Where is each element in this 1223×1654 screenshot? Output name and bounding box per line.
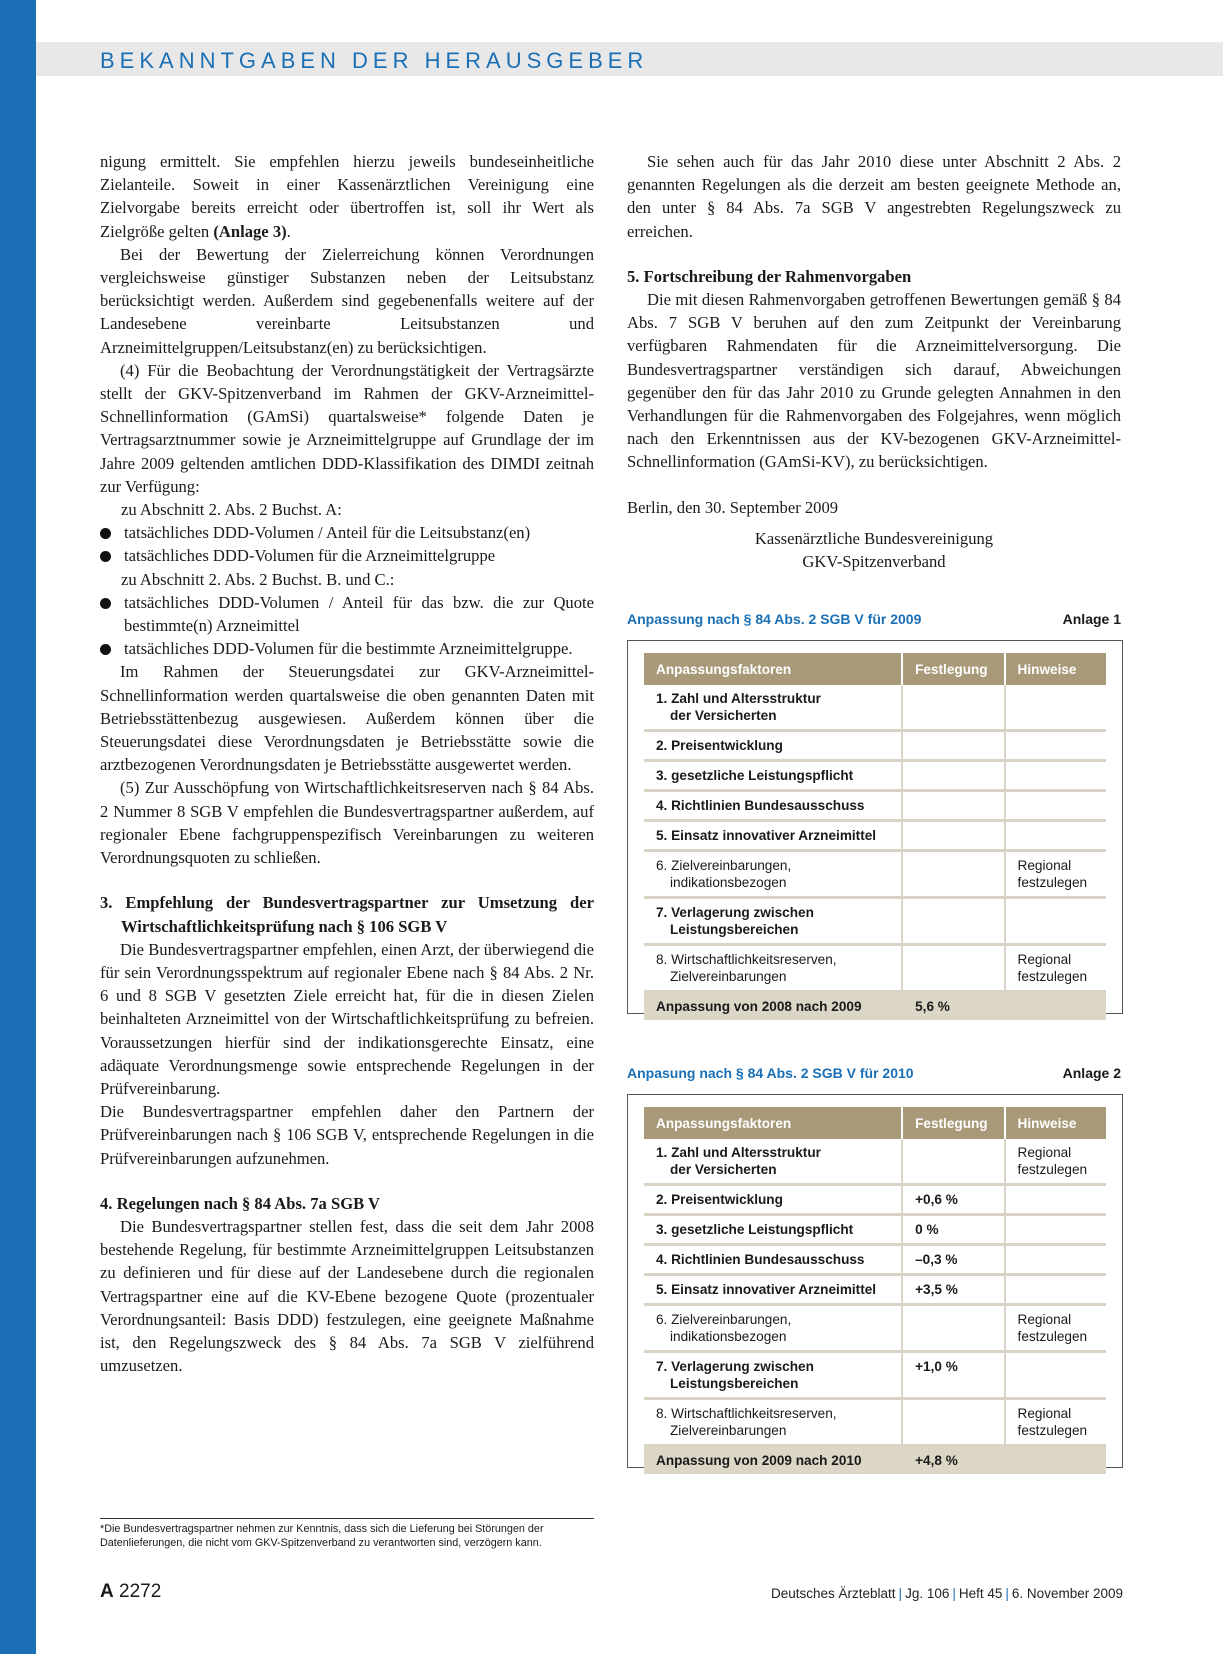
- bullet-icon: [100, 551, 111, 562]
- table-row: [644, 1245, 1106, 1275]
- right-column: [627, 150, 1121, 573]
- value-cell: [902, 685, 1004, 731]
- header-cell: Anpassungsfaktoren: [644, 1107, 902, 1139]
- anlage1-label: Anlage 1: [1062, 611, 1121, 627]
- factor-cell: 4. Richtlinien Bundesausschuss: [644, 791, 902, 821]
- paragraph: nigung ermittelt. Sie empfehlen hierzu jeweils bundeseinheitliche Zielanteile. Soweit in einer Kassenärztlichen Vereinigung eine Zielvorgabe bereits erreicht oder übertroffen ist, soll ihr Wert als Zielgröße gelten (Anlage 3).: [100, 152, 594, 241]
- note-cell: [1005, 1352, 1106, 1399]
- page-number: A 2272: [100, 1581, 162, 1602]
- sub-heading: zu Abschnitt 2. Abs. 2 Buchst. B. und C.:: [121, 569, 395, 589]
- factor-cell: 7. Verlagerung zwischen Leistungsbereichen: [644, 898, 902, 945]
- factor-cell: 6. Zielvereinbarungen, indikationsbezogen: [644, 1305, 902, 1352]
- header-cell: Hinweise: [1005, 653, 1106, 685]
- value-cell: [902, 1139, 1004, 1185]
- header-cell: Festlegung: [902, 1107, 1004, 1139]
- factor-cell: 5. Einsatz innovativer Arzneimittel: [644, 821, 902, 851]
- note-cell: [1005, 821, 1106, 851]
- table-row: [644, 761, 1106, 791]
- table-row: [644, 1399, 1106, 1446]
- anlage1-table: [644, 653, 1106, 1020]
- note-cell: [1005, 761, 1106, 791]
- factor-cell: 8. Wirtschaftlichkeitsreserven, Zielvereinbarungen: [644, 945, 902, 992]
- section-heading-3: 3. Empfehlung der Bundesvertragspartner zur Umsetzung der Wirtschaftlichkeitsprüfung nach § 106 SGB V: [100, 893, 594, 936]
- value-cell: [902, 821, 1004, 851]
- table-row: [644, 821, 1106, 851]
- value-cell: [902, 1305, 1004, 1352]
- value-cell: [902, 731, 1004, 761]
- total-value: 5,6 %: [902, 992, 1004, 1021]
- factor-cell: 4. Richtlinien Bundesausschuss: [644, 1245, 902, 1275]
- note-cell: [1005, 1245, 1106, 1275]
- anlage2-label: Anlage 2: [1062, 1065, 1121, 1081]
- note-cell: Regional festzulegen: [1005, 1139, 1106, 1185]
- factor-cell: 2. Preisentwicklung: [644, 1185, 902, 1215]
- journal-reference: Deutsches Ärzteblatt | Jg. 106 | Heft 45 | 6. November 2009: [770, 1586, 1123, 1601]
- factor-cell: 6. Zielvereinbarungen, indikationsbezogen: [644, 851, 902, 898]
- anlage2-table: [644, 1107, 1106, 1474]
- footnote-rule: [100, 1518, 594, 1519]
- table-total-row: [644, 1446, 1106, 1475]
- note-cell: Regional festzulegen: [1005, 851, 1106, 898]
- factor-cell: 7. Verlagerung zwischen Leistungsbereichen: [644, 1352, 902, 1399]
- factor-cell: 5. Einsatz innovativer Arzneimittel: [644, 1275, 902, 1305]
- table-row: [644, 945, 1106, 992]
- section-heading-5: 5. Fortschreibung der Rahmenvorgaben: [627, 266, 912, 286]
- header-cell: Festlegung: [902, 653, 1004, 685]
- factor-cell: 1. Zahl und Altersstruktur der Versicherten: [644, 685, 902, 731]
- factor-cell: 2. Preisentwicklung: [644, 731, 902, 761]
- left-accent-bar: [0, 0, 36, 1654]
- note-cell: [1005, 898, 1106, 945]
- sub-heading: zu Abschnitt 2. Abs. 2 Buchst. A:: [121, 500, 342, 520]
- table-row: [644, 1305, 1106, 1352]
- anlage1-heading: [627, 611, 1121, 627]
- value-cell: [902, 1399, 1004, 1446]
- paragraph: Die Bundesvertragspartner empfehlen, einen Arzt, der überwiegend die für sein Verordnungsspektrum auf regionaler Ebene nach § 84 Abs. 2 Nr. 6 und 8 SGB V gesetzten Ziele erreicht hat, für die in diesen Zielen beinhalteten Arzneimittel von der Wirtschaftlichkeitsprüfung zu befreien. Voraussetzungen hierfür sind der indikationsgerechte Einsatz, eine adäquate Verordnungsmenge sowie entsprechende Regelungen in der Prüfvereinbarung.: [100, 939, 594, 1098]
- value-cell: [902, 791, 1004, 821]
- total-value: +4,8 %: [902, 1446, 1004, 1475]
- note-cell: [1005, 1275, 1106, 1305]
- value-cell: [902, 761, 1004, 791]
- value-cell: 0 %: [902, 1215, 1004, 1245]
- anlage2-table-box: [627, 1094, 1123, 1468]
- footnote: *Die Bundesvertragspartner nehmen zur Kenntnis, dass sich die Lieferung bei Störungen der Datenlieferungen, die nicht vom GKV-Spitzenverband zu verantworten sind, verzögern kann.: [100, 1523, 544, 1549]
- journal-volume: Jg. 106: [905, 1586, 950, 1601]
- list-item: tatsächliches DDD-Volumen / Anteil für das bzw. die zur Quote bestimmte(n) Arzneimittel: [100, 591, 594, 637]
- factor-cell: 3. gesetzliche Leistungspflicht: [644, 1215, 902, 1245]
- section-heading-4: 4. Regelungen nach § 84 Abs. 7a SGB V: [100, 1193, 380, 1213]
- note-cell: Regional festzulegen: [1005, 1399, 1106, 1446]
- value-cell: [902, 851, 1004, 898]
- paragraph: (4) Für die Beobachtung der Verordnungstätigkeit der Vertragsärzte stellt der GKV-Spitzenverband im Rahmen der GKV-Arzneimittel-Schnellinformation (GAmSi) quartalsweise* folgende Daten je Vertragsarztnummer sowie je Arzneimittelgruppe auf Grundlage der im Jahre 2009 geltenden amtlichen DDD-Klassifikation des DIMDI zeitnah zur Verfügung:: [100, 360, 594, 496]
- factor-cell: 8. Wirtschaftlichkeitsreserven, Zielvereinbarungen: [644, 1399, 902, 1446]
- value-cell: +1,0 %: [902, 1352, 1004, 1399]
- journal-issue: Heft 45: [958, 1586, 1003, 1601]
- anlage1-table-box: [627, 640, 1123, 1014]
- journal-date: 6. November 2009: [1011, 1586, 1123, 1601]
- journal-name: Deutsches Ärzteblatt: [770, 1586, 896, 1601]
- paragraph: Bei der Bewertung der Zielerreichung können Verordnungen vergleichsweise günstiger Substanzen neben der Leitsubstanz berücksichtigt werden. Außerdem sind gegebenenfalls weitere auf der Landesebene vereinbarte Leitsubstanzen und Arzneimittelgruppen/Leitsubstanz(en) zu berücksichtigen.: [100, 244, 594, 357]
- table-total-row: [644, 992, 1106, 1021]
- note-cell: Regional festzulegen: [1005, 1305, 1106, 1352]
- note-cell: [1005, 791, 1106, 821]
- header-cell: Hinweise: [1005, 1107, 1106, 1139]
- signatory-kbv: Kassenärztliche Bundesvereinigung: [754, 528, 994, 548]
- list-item: tatsächliches DDD-Volumen für die bestimmte Arzneimittelgruppe.: [100, 637, 594, 660]
- table-row: [644, 1352, 1106, 1399]
- table-header-row: [644, 1107, 1106, 1139]
- table-row: [644, 1139, 1106, 1185]
- value-cell: +0,6 %: [902, 1185, 1004, 1215]
- table-header-row: [644, 653, 1106, 685]
- section-header-title: BEKANNTGABEN DER HERAUSGEBER: [100, 48, 649, 73]
- table-row: [644, 898, 1106, 945]
- bullet-icon: [100, 598, 111, 609]
- factor-cell: 3. gesetzliche Leistungspflicht: [644, 761, 902, 791]
- bullet-icon: [100, 528, 111, 539]
- paragraph: Sie sehen auch für das Jahr 2010 diese unter Abschnitt 2 Abs. 2 genannten Regelungen als die derzeit am besten geeignete Methode an, den unter § 84 Abs. 7a SGB V angestrebten Regelungszweck zu erreichen.: [627, 152, 1121, 241]
- anlage1-title: Anpassung nach § 84 Abs. 2 SGB V für 2009: [627, 611, 922, 627]
- anlage2-heading: [627, 1065, 1121, 1081]
- paragraph: Die mit diesen Rahmenvorgaben getroffenen Bewertungen gemäß § 84 Abs. 7 SGB V beruhen auf den zum Zeitpunkt der Vereinbarung verfügbaren Rahmendaten für die Arzneimittelversorgung. Die Bundesvertragspartner verständigen sich darauf, Abweichungen gegenüber den für das Jahr 2010 zu Grunde gelegten Annahmen in den Verhandlungen für die Rahmenvorgaben des Folgejahres, wenn möglich nach den Erkenntnissen aus der KV-bezogenen GKV-Arzneimittel-Schnellinformation (GAmSi-KV), zu berücksichtigen.: [627, 290, 1121, 472]
- value-cell: –0,3 %: [902, 1245, 1004, 1275]
- table-row: [644, 851, 1106, 898]
- total-note: [1005, 1446, 1106, 1475]
- value-cell: [902, 945, 1004, 992]
- header-cell: Anpassungsfaktoren: [644, 653, 902, 685]
- total-note: [1005, 992, 1106, 1021]
- note-cell: Regional festzulegen: [1005, 945, 1106, 992]
- table-row: [644, 1185, 1106, 1215]
- bullet-icon: [100, 644, 111, 655]
- paragraph: (5) Zur Ausschöpfung von Wirtschaftlichkeitsreserven nach § 84 Abs. 2 Nummer 8 SGB V empfehlen die Bundesvertragspartner außerdem, auf regionaler Ebene fachgruppenspezifisch Vereinbarungen zu weiteren Verordnungsquoten zu schließen.: [100, 778, 594, 868]
- table-row: [644, 1215, 1106, 1245]
- value-cell: +3,5 %: [902, 1275, 1004, 1305]
- note-cell: [1005, 1215, 1106, 1245]
- factor-cell: 1. Zahl und Altersstruktur der Versicherten: [644, 1139, 902, 1185]
- left-column: [100, 150, 594, 1377]
- table-row: [644, 731, 1106, 761]
- list-item: tatsächliches DDD-Volumen für die Arzneimittelgruppe: [100, 544, 594, 567]
- anlage2-title: Anpasung nach § 84 Abs. 2 SGB V für 2010: [627, 1065, 914, 1081]
- date-line: Berlin, den 30. September 2009: [627, 497, 839, 517]
- note-cell: [1005, 731, 1106, 761]
- paragraph: Im Rahmen der Steuerungsdatei zur GKV-Arzneimittel-Schnellinformation werden quartalsweise die oben genannten Daten mit Betriebsstättenbezug ausgewiesen. Außerdem können über die Steuerungsdatei diese Verordnungsdaten je Betriebsstätte sowie die arztbezogenen Verordnungsdaten je Betriebsstätte ausgewertet werden.: [100, 662, 594, 775]
- table-row: [644, 685, 1106, 731]
- paragraph: Die Bundesvertragspartner empfehlen daher den Partnern der Prüfvereinbarungen nach § 106 SGB V, entsprechende Regelungen in die Prüfvereinbarungen aufzunehmen.: [100, 1102, 594, 1168]
- table-row: [644, 1275, 1106, 1305]
- table-row: [644, 791, 1106, 821]
- note-cell: [1005, 1185, 1106, 1215]
- total-label: Anpassung von 2008 nach 2009: [644, 992, 902, 1021]
- signatory-gkv: GKV-Spitzenverband: [802, 552, 946, 572]
- total-label: Anpassung von 2009 nach 2010: [644, 1446, 902, 1475]
- value-cell: [902, 898, 1004, 945]
- list-item: tatsächliches DDD-Volumen / Anteil für die Leitsubstanz(en): [100, 521, 594, 544]
- note-cell: [1005, 685, 1106, 731]
- paragraph: Die Bundesvertragspartner stellen fest, dass die seit dem Jahr 2008 bestehende Regelung, für bestimmte Arzneimittelgruppen Leitsubstanzen zu definieren und für diese auf der Landesebene durch die regionalen Vertragspartner eine auf die KV-Ebene bezogene Quote (prozentualer Verordnungsanteil: Basis DDD) festzulegen, eine geeignete Maßnahme ist, den Regelungszweck des § 84 Abs. 7a SGB V zielführend umzusetzen.: [100, 1216, 594, 1376]
